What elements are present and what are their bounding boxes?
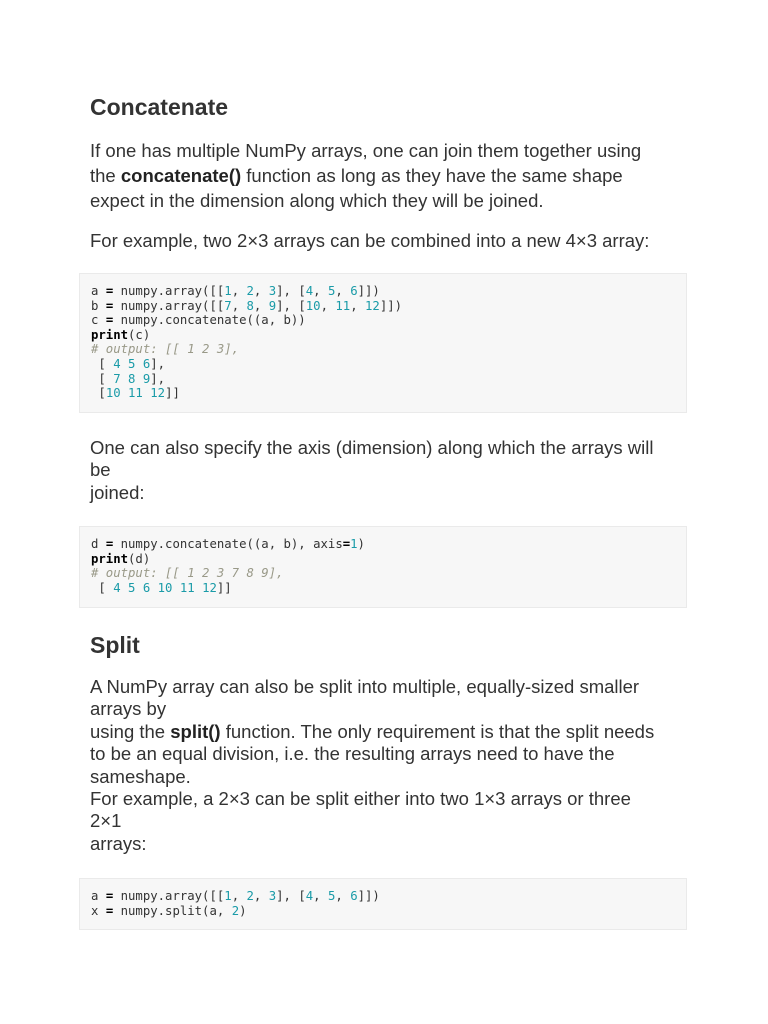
text-segment: function. The only requirement is that the split needs [220, 720, 655, 742]
code-token: 11 [128, 386, 143, 401]
code-token: 1 [350, 537, 358, 551]
code-token: 10 [105, 386, 121, 401]
code-token: 5 [128, 580, 136, 595]
code-token: 12 [150, 386, 166, 401]
code-token: print [91, 551, 129, 566]
code-line [91, 342, 675, 357]
code-token: d [91, 537, 106, 551]
code-token: ]] [165, 386, 180, 401]
text-segment: expect in the dimension along which they will be joined. [90, 190, 544, 211]
code-block-split [79, 878, 687, 930]
code-token: b [91, 298, 106, 313]
paragraph-line [90, 766, 690, 788]
code-token: 5 [128, 356, 136, 371]
code-token: numpy.split(a, [113, 903, 232, 918]
code-line [91, 328, 675, 343]
code-token: , [231, 889, 247, 903]
code-token: [ [91, 386, 106, 401]
code-token: numpy.concatenate((a, b), axis [113, 537, 343, 551]
code-line [91, 552, 675, 567]
code-token: = [105, 537, 114, 551]
concatenate-intro-paragraph [90, 138, 690, 213]
paragraph-line [90, 459, 690, 481]
code-token: = [105, 889, 114, 903]
paragraph-line [90, 188, 690, 213]
text-segment: 2×1 [90, 810, 122, 832]
code-token: ]]) [379, 298, 403, 313]
code-token: 6 [350, 889, 358, 903]
split-paragraph [90, 676, 690, 855]
code-token: 4 [113, 580, 121, 595]
code-token: , [335, 284, 351, 298]
code-token: 4 [305, 889, 314, 903]
code-token: , [253, 284, 269, 298]
text-segment: sameshape. [90, 765, 191, 787]
code-token: ], [ [276, 889, 306, 903]
inline-code-term: split() [170, 720, 221, 742]
code-token [121, 386, 128, 400]
code-token: 8 [246, 298, 254, 313]
code-token [135, 372, 142, 386]
code-token: 3 [268, 889, 277, 903]
code-line [91, 889, 675, 904]
code-token: ]]) [357, 889, 380, 903]
code-token [195, 581, 202, 595]
paragraph-line [90, 482, 690, 504]
code-token: c [91, 313, 106, 328]
code-line [91, 386, 675, 401]
text-segment: function as long as they have the same shape [241, 165, 623, 186]
code-token: ]]) [357, 284, 380, 298]
paragraph-line [90, 163, 690, 188]
code-token: 4 [113, 356, 121, 371]
code-token: 8 [128, 371, 136, 386]
text-segment: A NumPy array can also be split into multiple, equally-sized smaller [90, 676, 640, 697]
text-segment: to be an equal division, i.e. the resulting arrays need to have the [90, 743, 615, 765]
code-block-concatenate [79, 273, 687, 413]
code-token: 5 [327, 284, 336, 298]
code-token: a [91, 889, 106, 903]
text-segment: the [90, 165, 121, 186]
code-token: [ [91, 371, 114, 386]
code-line [91, 313, 675, 328]
code-token: , [231, 298, 247, 313]
code-token: print [91, 327, 129, 342]
code-token [172, 581, 179, 595]
code-token: , [320, 298, 336, 313]
code-token: 10 [157, 580, 173, 595]
code-line [91, 566, 675, 581]
paragraph-line [90, 437, 690, 459]
code-block-axis [79, 526, 687, 608]
code-token: 2 [246, 889, 254, 903]
paragraph-line [90, 788, 690, 810]
code-line [91, 904, 675, 919]
text-segment: One can also specify the axis (dimension) along which the arrays will [90, 437, 654, 458]
code-token [150, 581, 157, 595]
paragraph-line [90, 743, 690, 765]
code-token: , [350, 298, 365, 313]
code-token [121, 357, 128, 371]
code-token: numpy.concatenate((a, b)) [113, 313, 306, 328]
code-token: 12 [365, 298, 380, 313]
code-token: 4 [305, 284, 314, 298]
code-token: 2 [246, 284, 254, 298]
paragraph-line [90, 676, 690, 698]
code-token: 1 [224, 284, 232, 298]
code-token: 11 [179, 580, 195, 595]
code-token: 10 [305, 298, 321, 313]
text-segment: be [90, 459, 111, 481]
code-token: 2 [231, 903, 240, 918]
text-segment: arrays by [90, 698, 167, 720]
code-token: (c) [128, 327, 151, 342]
code-token: , [231, 284, 247, 298]
code-token: ], [ [276, 298, 306, 313]
axis-paragraph [90, 437, 690, 504]
paragraph-line [90, 721, 690, 743]
code-token: = [342, 537, 351, 551]
text-segment: arrays: [90, 832, 147, 854]
code-token: , [253, 889, 269, 903]
code-token: ], [150, 371, 166, 386]
code-token: ]] [216, 580, 232, 595]
code-line [91, 357, 675, 372]
code-token: , [253, 298, 269, 313]
code-token [135, 357, 142, 371]
code-token: numpy.array([[ [113, 298, 225, 313]
text-segment: For example, a 2×3 can be split either into two 1×3 arrays or three [90, 788, 631, 810]
code-token: (d) [128, 551, 151, 566]
code-line [91, 537, 675, 552]
inline-code-term: concatenate() [120, 165, 242, 186]
code-token: # output: [[ 1 2 3 7 8 9], [91, 566, 284, 581]
code-token: , [313, 889, 328, 903]
code-token: , [313, 284, 328, 298]
code-token: = [105, 903, 114, 918]
code-token: [ [91, 356, 114, 371]
code-token: = [105, 313, 114, 328]
code-token: [ [91, 580, 114, 595]
text-segment: joined: [90, 481, 145, 503]
code-token: 12 [202, 580, 217, 595]
text-segment: If one has multiple NumPy arrays, one can join them together using [90, 140, 642, 161]
code-token: = [105, 298, 114, 313]
code-token: 11 [335, 298, 351, 313]
code-token: # output: [[ 1 2 3], [91, 342, 240, 357]
code-token: 1 [224, 889, 232, 903]
code-token: numpy.array([[ [113, 284, 225, 298]
code-token: 6 [142, 580, 151, 595]
paragraph-line [90, 698, 690, 720]
heading-split: Split [90, 632, 140, 658]
paragraph-line [90, 833, 690, 855]
code-token: 7 [224, 298, 232, 313]
code-token: , [335, 889, 351, 903]
heading-concatenate: Concatenate [90, 94, 229, 120]
code-token [121, 372, 128, 386]
code-line [91, 372, 675, 387]
concatenate-example-text: For example, two 2×3 arrays can be combined into a new 4×3 array: [90, 230, 650, 251]
code-token: ], [ [276, 284, 306, 298]
text-segment: using the [90, 720, 171, 742]
code-token: 9 [268, 298, 277, 313]
code-line [91, 299, 675, 314]
code-token: a [91, 284, 106, 298]
code-token: x [91, 903, 106, 918]
code-token: ) [239, 903, 247, 918]
code-token: = [105, 284, 114, 298]
code-token: 9 [142, 371, 151, 386]
paragraph-line [90, 810, 690, 832]
code-token: 3 [268, 284, 277, 298]
code-token: ) [357, 537, 365, 551]
code-token: 6 [142, 356, 151, 371]
code-token [135, 581, 142, 595]
paragraph-line [90, 138, 690, 163]
code-token: numpy.array([[ [113, 889, 225, 903]
code-line [91, 581, 675, 596]
code-line [91, 284, 675, 299]
code-token: 5 [327, 889, 336, 903]
code-token: 6 [350, 284, 358, 298]
code-token: ], [150, 356, 166, 371]
code-token: 7 [113, 371, 121, 386]
code-token [121, 581, 128, 595]
